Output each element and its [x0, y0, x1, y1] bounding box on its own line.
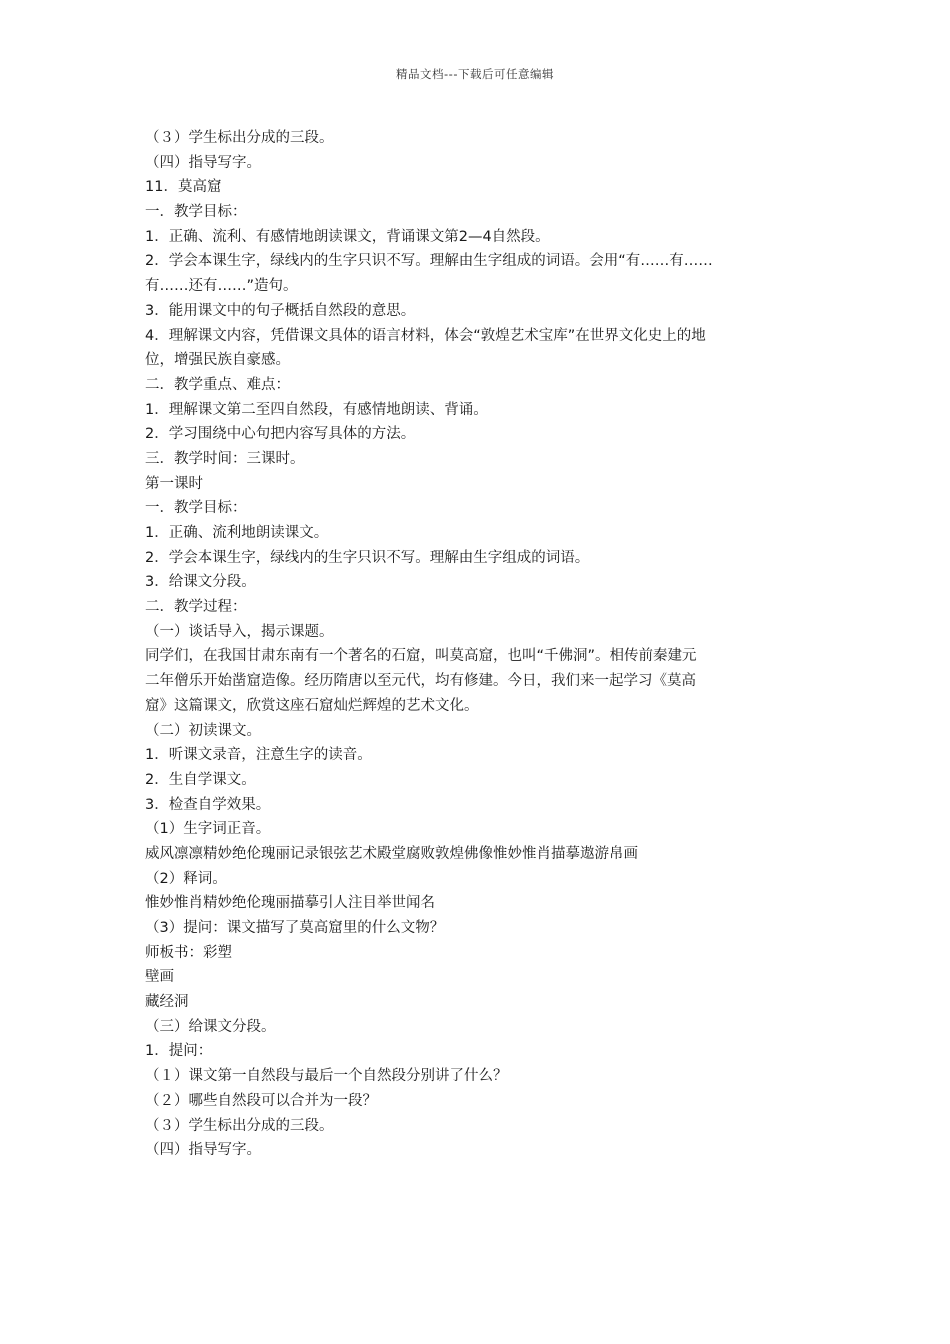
- text-line: （１）课文第一自然段与最后一个自然段分别讲了什么？: [145, 1068, 508, 1085]
- text-line: （一）谈话导入，揭示课题。: [145, 623, 334, 640]
- text-line: （二）初读课文。: [145, 722, 261, 739]
- text-line: 3．给课文分段。: [145, 574, 256, 591]
- text-line: （1）生字词正音。: [145, 821, 271, 838]
- text-line: 二．教学重点、难点：: [145, 376, 290, 393]
- page-header: 精品文档---下载后可任意编辑: [396, 67, 554, 81]
- text-line: 位，增强民族自豪感。: [145, 352, 290, 369]
- lesson-heading: 第一课时: [145, 475, 203, 492]
- text-line: 1．正确、流利、有感情地朗读课文，背诵课文第2—4自然段。: [145, 228, 550, 245]
- text-line: 1．听课文录音，注意生字的读音。: [145, 747, 372, 764]
- text-line: 2．生自学课文。: [145, 771, 256, 788]
- text-line: 同学们，在我国甘肃东南有一个著名的石窟，叫莫高窟，也叫“千佛洞”。相传前秦建元: [145, 648, 697, 665]
- text-line: 二．教学过程：: [145, 599, 247, 616]
- text-line: （2）释词。: [145, 870, 227, 887]
- text-line: 3．能用课文中的句子概括自然段的意思。: [145, 302, 416, 319]
- text-line: 2．学会本课生字，绿线内的生字只识不写。理解由生字组成的词语。会用“有……有……: [145, 253, 713, 270]
- text-line: 二年僧乐开始凿窟造像。经历隋唐以至元代，均有修建。今日，我们来一起学习《莫高: [145, 673, 696, 690]
- text-line: 一．教学目标：: [145, 500, 247, 517]
- text-line: 师板书：彩塑: [145, 944, 232, 961]
- text-line: （四）指导写字。: [145, 1142, 261, 1159]
- text-line: 一．教学目标：: [145, 204, 247, 221]
- text-line: 有……还有……”造句。: [145, 278, 298, 295]
- text-line: （２）哪些自然段可以合并为一段？: [145, 1092, 377, 1109]
- document-body: [145, 126, 810, 1163]
- text-line: 1．正确、流利地朗读课文。: [145, 525, 329, 541]
- text-line: （四）指导写字。: [145, 154, 261, 171]
- text-line: 4．理解课文内容，凭借课文具体的语言材料，体会“敦煌艺术宝库”在世界文化史上的地: [145, 327, 706, 344]
- text-line: 壁画: [145, 969, 174, 986]
- section-title: 11．莫高窟: [145, 179, 222, 196]
- text-line: （三）给课文分段。: [145, 1018, 276, 1035]
- text-line: 1．提问：: [145, 1043, 213, 1060]
- text-line: 窟》这篇课文，欣赏这座石窟灿烂辉煌的艺术文化。: [145, 697, 479, 714]
- text-line: 藏经洞: [145, 994, 189, 1011]
- text-line: （３）学生标出分成的三段。: [145, 1117, 334, 1134]
- text-line: （３）学生标出分成的三段。: [145, 130, 334, 146]
- text-line: 2．学会本课生字，绿线内的生字只识不写。理解由生字组成的词语。: [145, 549, 590, 566]
- vocabulary-line: 惟妙惟肖精妙绝伦瑰丽描摹引人注目举世闻名: [145, 895, 435, 912]
- text-line: 3．检查自学效果。: [145, 796, 271, 813]
- text-line: 三．教学时间：三课时。: [145, 450, 305, 467]
- vocabulary-line: 威风凛凛精妙绝伦瑰丽记录银弦艺术殿堂腐败敦煌佛像惟妙惟肖描摹遨游帛画: [145, 845, 638, 862]
- text-line: 1．理解课文第二至四自然段，有感情地朗读、背诵。: [145, 401, 488, 418]
- text-line: （3）提问：课文描写了莫高窟里的什么文物？: [145, 920, 445, 936]
- text-line: 2．学习围绕中心句把内容写具体的方法。: [145, 426, 416, 443]
